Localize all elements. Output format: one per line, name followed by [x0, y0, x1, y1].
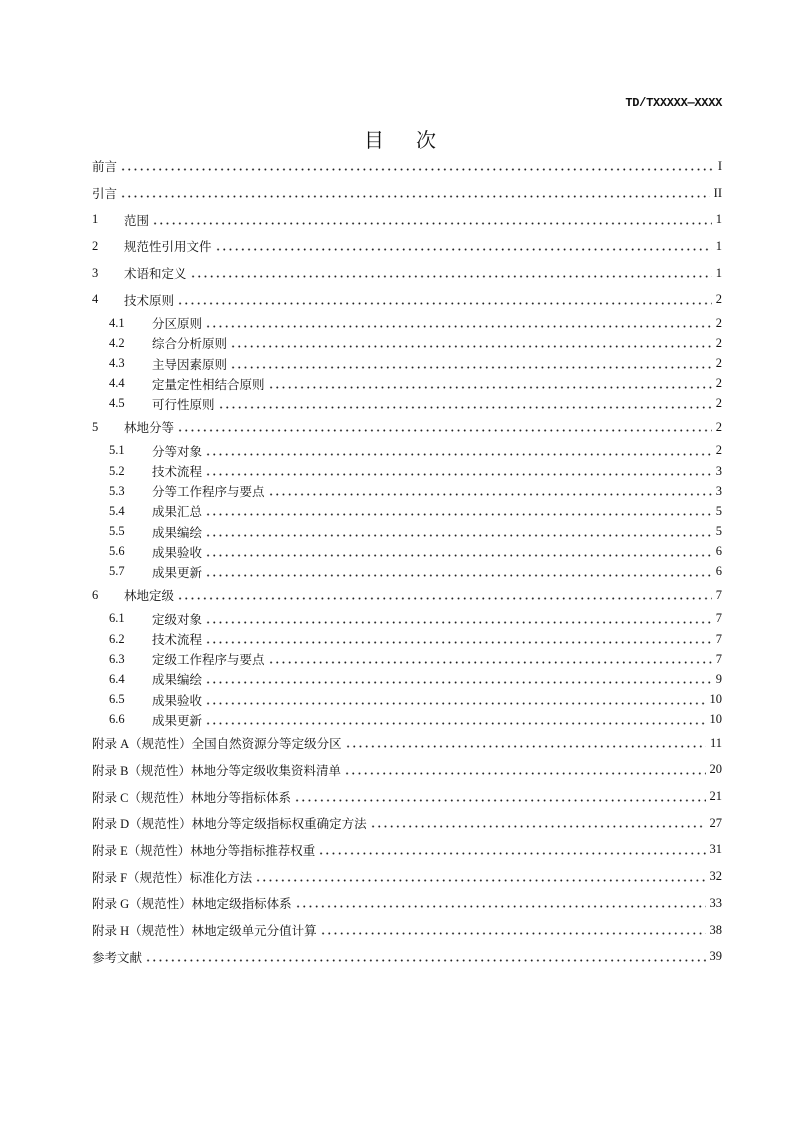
toc-entry-title: 参考文献 — [92, 950, 143, 965]
toc-entry-title: 分区原则 — [152, 317, 203, 332]
toc-entry[interactable] — [92, 943, 722, 970]
dot-leader — [205, 318, 712, 328]
dot-leader — [205, 466, 712, 476]
toc-entry[interactable] — [92, 890, 722, 917]
dot-leader — [205, 674, 712, 684]
toc-entry-page: 11 — [709, 735, 722, 750]
toc-entry[interactable] — [92, 649, 722, 669]
toc-entry-title: 成果汇总 — [152, 505, 203, 520]
toc-entry[interactable] — [92, 917, 722, 944]
dot-leader — [205, 695, 705, 705]
toc-entry-page: 6 — [715, 564, 722, 579]
toc-entry[interactable] — [92, 414, 722, 441]
dot-leader — [268, 379, 712, 389]
toc-entry-number: 5.6 — [109, 544, 125, 559]
toc-entry[interactable] — [92, 501, 722, 521]
toc-entry[interactable] — [92, 233, 722, 260]
dot-leader — [255, 872, 705, 882]
toc-entry[interactable] — [92, 206, 722, 233]
toc-entry-number: 4.1 — [109, 315, 125, 330]
dot-leader — [205, 634, 712, 644]
toc-entry[interactable] — [92, 669, 722, 689]
toc-entry-title: 林地分等 — [124, 421, 175, 436]
toc-entry[interactable] — [92, 481, 722, 501]
toc-entry-page: 2 — [715, 292, 722, 307]
toc-entry-title: 规范性引用文件 — [124, 240, 212, 255]
toc-entry-page: 6 — [715, 544, 722, 559]
document-code: TD/TXXXXX—XXXX — [625, 96, 722, 110]
toc-entry-title: 附录 A（规范性）全国自然资源分等定级分区 — [92, 737, 342, 752]
toc-entry[interactable] — [92, 522, 722, 542]
toc-entry-title: 主导因素原则 — [152, 357, 228, 372]
toc-entry[interactable] — [92, 461, 722, 481]
toc-entry-page: 7 — [715, 587, 722, 602]
toc-entry-page: 7 — [715, 651, 722, 666]
dot-leader — [152, 215, 712, 225]
toc-entry-number: 6.5 — [109, 692, 125, 707]
toc-entry-page: 2 — [715, 376, 722, 391]
toc-entry[interactable] — [92, 783, 722, 810]
toc-entry-title: 定级工作程序与要点 — [152, 653, 265, 668]
toc-entry-page: 7 — [715, 611, 722, 626]
toc-entry-number: 2 — [92, 238, 99, 253]
toc-entry-number: 6.2 — [109, 631, 125, 646]
toc-entry-page: 1 — [715, 212, 722, 227]
dot-leader — [205, 614, 712, 624]
toc-entry-number: 5 — [92, 419, 99, 434]
toc-entry-page: 2 — [715, 443, 722, 458]
toc-entry[interactable] — [92, 441, 722, 461]
toc-entry-number: 6.6 — [109, 712, 125, 727]
toc-entry-page: 2 — [715, 356, 722, 371]
toc-entry-title: 前言 — [92, 160, 118, 175]
toc-entry-number: 4.3 — [109, 356, 125, 371]
dot-leader — [120, 188, 710, 198]
dot-leader — [268, 486, 712, 496]
dot-leader — [218, 399, 712, 409]
toc-entry-number: 4.2 — [109, 335, 125, 350]
dot-leader — [177, 590, 712, 600]
toc-entry[interactable] — [92, 730, 722, 757]
toc-entry-page: 31 — [709, 842, 722, 857]
toc-entry-title: 成果验收 — [152, 545, 203, 560]
toc-entry-number: 5.3 — [109, 483, 125, 498]
toc-entry-page: 2 — [715, 315, 722, 330]
toc-entry-number: 5.2 — [109, 463, 125, 478]
toc-entry-title: 附录 E（规范性）林地分等指标推荐权重 — [92, 843, 316, 858]
toc-entry-title: 附录 C（规范性）林地分等指标体系 — [92, 790, 291, 805]
dot-leader — [215, 241, 712, 251]
dot-leader — [345, 738, 706, 748]
toc-entry[interactable] — [92, 562, 722, 582]
dot-leader — [230, 359, 712, 369]
toc-entry[interactable] — [92, 629, 722, 649]
dot-leader — [294, 792, 706, 802]
toc-entry-number: 5.7 — [109, 564, 125, 579]
toc-entry-page: 27 — [709, 815, 722, 830]
dot-leader — [205, 506, 712, 516]
toc-entry[interactable] — [92, 180, 722, 207]
toc-entry[interactable] — [92, 153, 722, 180]
toc-entry-title: 附录 B（规范性）林地分等定级收集资料清单 — [92, 763, 341, 778]
toc-entry[interactable] — [92, 394, 722, 414]
toc-entry-number: 1 — [92, 212, 99, 227]
toc-entry[interactable] — [92, 757, 722, 784]
toc-entry-title: 分等工作程序与要点 — [152, 485, 265, 500]
toc-entry-page: 2 — [715, 335, 722, 350]
toc-entry-title: 可行性原则 — [152, 397, 215, 412]
toc-entry-page: 2 — [715, 419, 722, 434]
toc-entry-number: 4 — [92, 292, 99, 307]
toc-entry-page: 21 — [709, 789, 722, 804]
toc-entry-title: 定级对象 — [152, 612, 203, 627]
toc-entry-number: 3 — [92, 265, 99, 280]
dot-leader — [190, 268, 712, 278]
toc-entry-title: 综合分析原则 — [152, 337, 228, 352]
toc-entry-title: 定量定性相结合原则 — [152, 377, 265, 392]
toc-heading — [0, 124, 800, 153]
dot-leader — [177, 422, 712, 432]
toc-heading-char: 目 — [364, 128, 384, 152]
toc-entry-title: 成果验收 — [152, 693, 203, 708]
toc-entry-page: 10 — [709, 692, 722, 707]
toc-entry[interactable] — [92, 609, 722, 629]
toc-entry-page: 5 — [715, 524, 722, 539]
toc-entry-number: 6.1 — [109, 611, 125, 626]
toc-entry[interactable] — [92, 690, 722, 710]
toc-entry-title: 引言 — [92, 187, 118, 202]
dot-leader — [205, 547, 712, 557]
toc-heading-char: 次 — [416, 128, 436, 152]
toc-entry-number: 5.5 — [109, 524, 125, 539]
toc-entry-title: 技术流程 — [152, 465, 203, 480]
toc-entry-title: 技术原则 — [124, 293, 175, 308]
dot-leader — [205, 527, 712, 537]
toc-entry-number: 4.4 — [109, 376, 125, 391]
dot-leader — [205, 715, 705, 725]
toc-entry-title: 附录 G（规范性）林地定级指标体系 — [92, 897, 292, 912]
dot-leader — [320, 925, 706, 935]
toc-entry-title: 范围 — [124, 213, 150, 228]
toc-entry[interactable] — [92, 374, 722, 394]
toc-entry-title: 技术流程 — [152, 633, 203, 648]
toc-entry-page: 9 — [715, 671, 722, 686]
toc-entry-page: II — [713, 185, 722, 200]
toc-entry-page: I — [717, 158, 722, 173]
toc-entry-page: 33 — [709, 895, 722, 910]
dot-leader — [120, 161, 714, 171]
toc-entry[interactable] — [92, 260, 722, 287]
toc-entry[interactable] — [92, 542, 722, 562]
toc-entry-page: 3 — [715, 463, 722, 478]
toc-entry-page: 20 — [709, 762, 722, 777]
dot-leader — [295, 898, 706, 908]
toc-entry-number: 4.5 — [109, 396, 125, 411]
toc-entry-title: 成果更新 — [152, 713, 203, 728]
toc-entry-page: 38 — [709, 922, 722, 937]
toc-entry-title: 成果更新 — [152, 565, 203, 580]
toc-entry[interactable] — [92, 313, 722, 333]
dot-leader — [370, 818, 706, 828]
toc-entry-title: 林地定级 — [124, 589, 175, 604]
toc-entry-page: 1 — [715, 238, 722, 253]
toc-entry[interactable] — [92, 710, 722, 730]
toc-entry[interactable] — [92, 810, 722, 837]
toc-entry-number: 6.3 — [109, 651, 125, 666]
toc-entry-page: 5 — [715, 503, 722, 518]
dot-leader — [145, 952, 705, 962]
toc-entry[interactable] — [92, 333, 722, 353]
toc-entry-page: 3 — [715, 483, 722, 498]
toc-entry[interactable] — [92, 286, 722, 313]
table-of-contents — [92, 153, 722, 970]
dot-leader — [268, 654, 712, 664]
toc-entry-title: 成果编绘 — [152, 525, 203, 540]
toc-entry-number: 6.4 — [109, 671, 125, 686]
toc-entry[interactable] — [92, 582, 722, 609]
toc-entry[interactable] — [92, 837, 722, 864]
dot-leader — [205, 567, 712, 577]
toc-entry-title: 附录 F（规范性）标准化方法 — [92, 870, 253, 885]
toc-entry-number: 6 — [92, 587, 99, 602]
toc-entry-page: 10 — [709, 712, 722, 727]
dot-leader — [205, 446, 712, 456]
toc-entry-page: 39 — [709, 949, 722, 964]
toc-entry-title: 术语和定义 — [124, 267, 187, 282]
toc-entry-number: 5.1 — [109, 443, 125, 458]
toc-entry-page: 7 — [715, 631, 722, 646]
dot-leader — [344, 765, 706, 775]
toc-entry-title: 成果编绘 — [152, 673, 203, 688]
toc-entry[interactable] — [92, 354, 722, 374]
dot-leader — [318, 845, 705, 855]
dot-leader — [177, 295, 712, 305]
toc-entry-title: 分等对象 — [152, 444, 203, 459]
toc-entry-title: 附录 D（规范性）林地分等定级指标权重确定方法 — [92, 817, 367, 832]
toc-entry-page: 1 — [715, 265, 722, 280]
dot-leader — [230, 338, 712, 348]
toc-entry-page: 2 — [715, 396, 722, 411]
toc-entry[interactable] — [92, 863, 722, 890]
toc-entry-title: 附录 H（规范性）林地定级单元分值计算 — [92, 924, 317, 939]
toc-entry-number: 5.4 — [109, 503, 125, 518]
toc-entry-page: 32 — [709, 869, 722, 884]
